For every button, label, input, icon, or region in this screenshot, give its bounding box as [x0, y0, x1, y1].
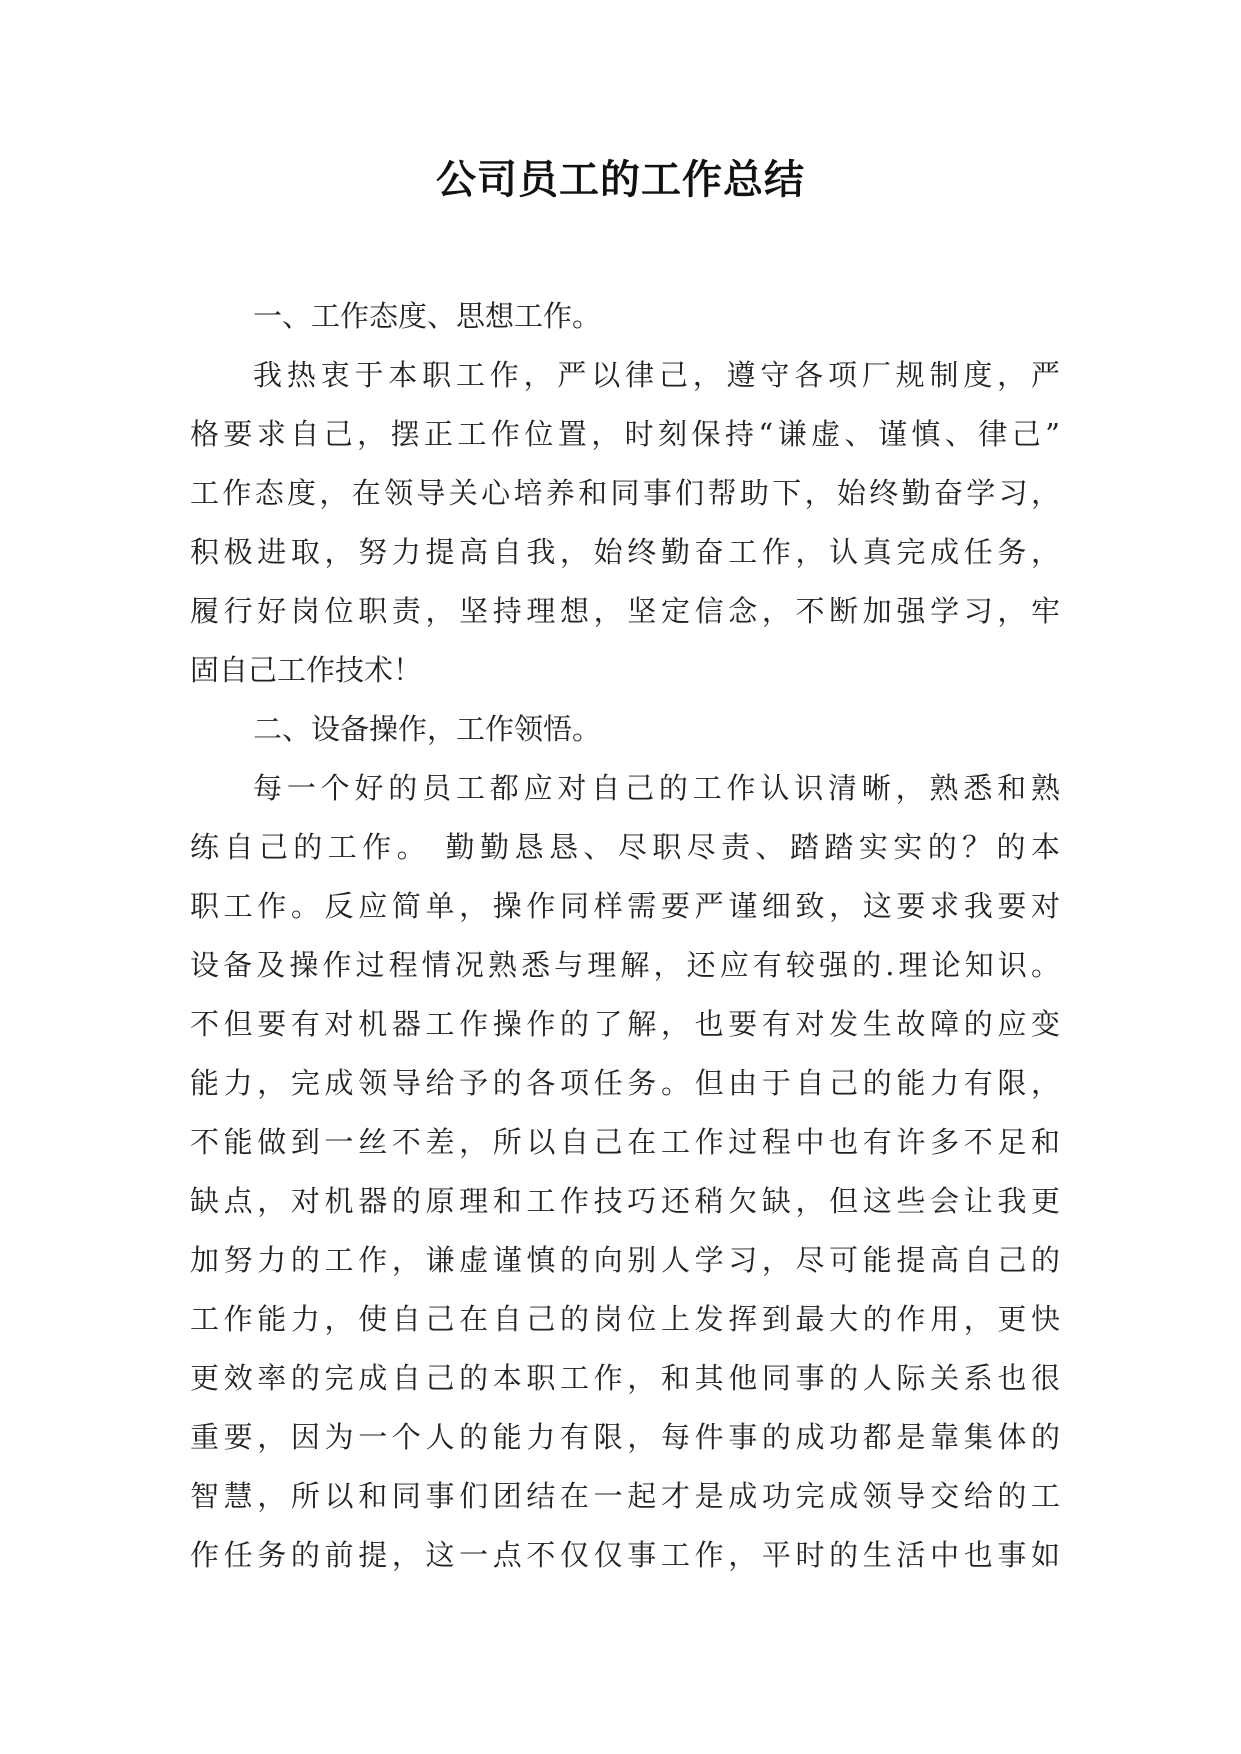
text-line: 练自己的工作。 勤勤恳恳、尽职尽责、踏踏实实的？的本 [190, 830, 1060, 864]
text-line: 能力，完成领导给予的各项任务。但由于自己的能力有限， [190, 1066, 1060, 1100]
text-line: 工作态度，在领导关心培养和同事们帮助下，始终勤奋学习， [190, 476, 1060, 510]
text-line: 履行好岗位职责，坚持理想，坚定信念，不断加强学习，牢 [190, 594, 1060, 628]
text-line: 不但要有对机器工作操作的了解，也要有对发生故障的应变 [190, 1007, 1060, 1041]
text-line: 格要求自己，摆正工作位置，时刻保持“谦虚、谨慎、律己” [190, 417, 1060, 451]
text-line: 重要，因为一个人的能力有限，每件事的成功都是靠集体的 [190, 1420, 1060, 1454]
document-title: 公司员工的工作总结 [436, 157, 805, 203]
text-line: 缺点，对机器的原理和工作技巧还稍欠缺，但这些会让我更 [190, 1184, 1060, 1218]
text-line: 积极进取，努力提高自我，始终勤奋工作，认真完成任务， [190, 535, 1060, 569]
text-line: 设备及操作过程情况熟悉与理解，还应有较强的.理论知识。 [190, 948, 1060, 982]
text-line: 固自己工作技术！ [190, 653, 423, 687]
text-line: 一、工作态度、思想工作。 [253, 299, 602, 333]
text-line: 二、设备操作，工作领悟。 [253, 712, 602, 746]
text-line: 不能做到一丝不差，所以自己在工作过程中也有许多不足和 [190, 1125, 1060, 1159]
text-line: 作任务的前提，这一点不仅仅事工作，平时的生活中也事如 [190, 1538, 1060, 1572]
document-body [190, 287, 1060, 1585]
text-line: 智慧，所以和同事们团结在一起才是成功完成领导交给的工 [190, 1479, 1060, 1513]
text-line: 更效率的完成自己的本职工作，和其他同事的人际关系也很 [190, 1361, 1060, 1395]
text-line: 加努力的工作，谦虚谨慎的向别人学习，尽可能提高自己的 [190, 1243, 1060, 1277]
text-line: 每一个好的员工都应对自己的工作认识清晰，熟悉和熟 [253, 771, 1060, 805]
text-line: 职工作。反应简单，操作同样需要严谨细致，这要求我要对 [190, 889, 1060, 923]
text-line: 工作能力，使自己在自己的岗位上发挥到最大的作用，更快 [190, 1302, 1060, 1336]
text-line: 我热衷于本职工作，严以律己，遵守各项厂规制度，严 [253, 358, 1060, 392]
